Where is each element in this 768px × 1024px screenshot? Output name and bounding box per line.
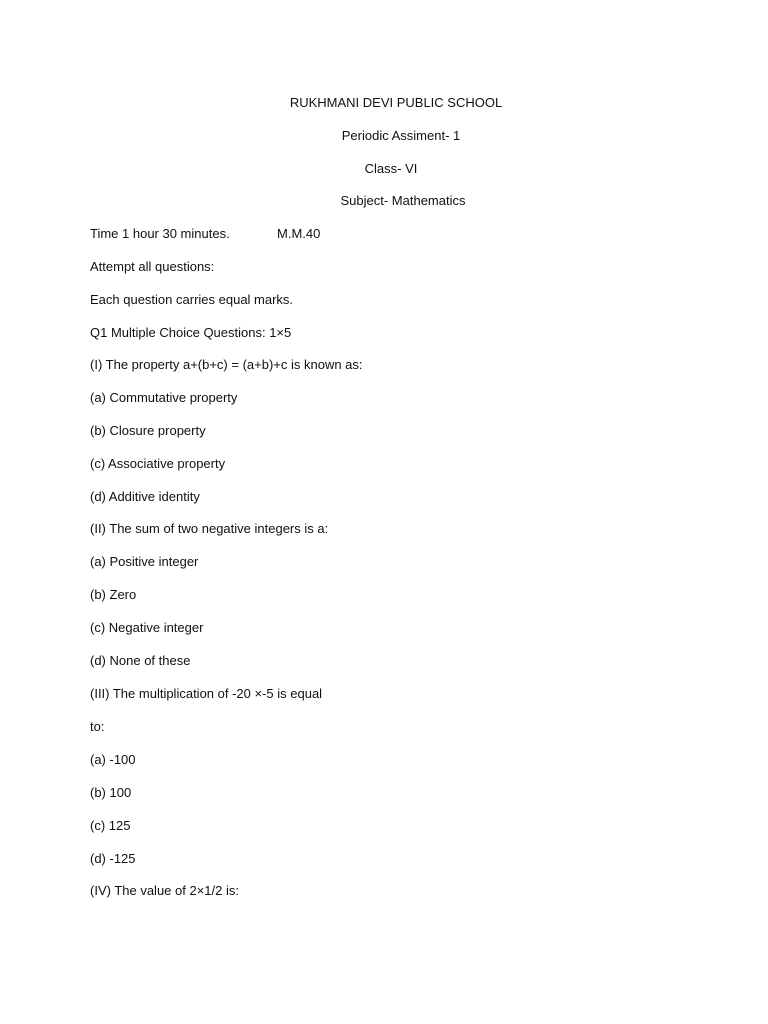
question-text-continued: to: xyxy=(90,719,105,734)
time-text: Time 1 hour 30 minutes. xyxy=(90,226,230,241)
school-name: RUKHMANI DEVI PUBLIC SCHOOL xyxy=(289,95,503,110)
instruction-attempt: Attempt all questions: xyxy=(90,259,215,274)
question-text: (IV) The value of 2×1/2 is: xyxy=(90,883,239,898)
time-info xyxy=(90,226,321,242)
question-text: (I) The property a+(b+c) = (a+b)+c is known as: xyxy=(90,357,363,372)
option-item: (b) Zero xyxy=(90,587,137,602)
question-text: (III) The multiplication of -20 ×-5 is equal xyxy=(90,686,323,701)
option-item: (b) Closure property xyxy=(90,423,206,438)
option-item: (c) Associative property xyxy=(90,456,226,471)
section-title: Q1 Multiple Choice Questions: 1×5 xyxy=(90,325,292,340)
option-item: (d) Additive identity xyxy=(90,489,200,504)
option-item: (c) 125 xyxy=(90,818,131,833)
option-item: (b) 100 xyxy=(90,785,132,800)
option-item: (a) -100 xyxy=(90,752,136,767)
max-marks: M.M.40 xyxy=(277,226,321,241)
subject-label: Subject- Mathematics xyxy=(340,193,466,208)
option-item: (d) -125 xyxy=(90,851,136,866)
class-label: Class- VI xyxy=(364,161,418,176)
option-item: (a) Positive integer xyxy=(90,554,199,569)
question-text: (II) The sum of two negative integers is a: xyxy=(90,521,329,536)
option-item: (d) None of these xyxy=(90,653,191,668)
instruction-marks: Each question carries equal marks. xyxy=(90,292,294,307)
option-item: (a) Commutative property xyxy=(90,390,238,405)
exam-title: Periodic Assiment- 1 xyxy=(341,128,461,143)
option-item: (c) Negative integer xyxy=(90,620,204,635)
